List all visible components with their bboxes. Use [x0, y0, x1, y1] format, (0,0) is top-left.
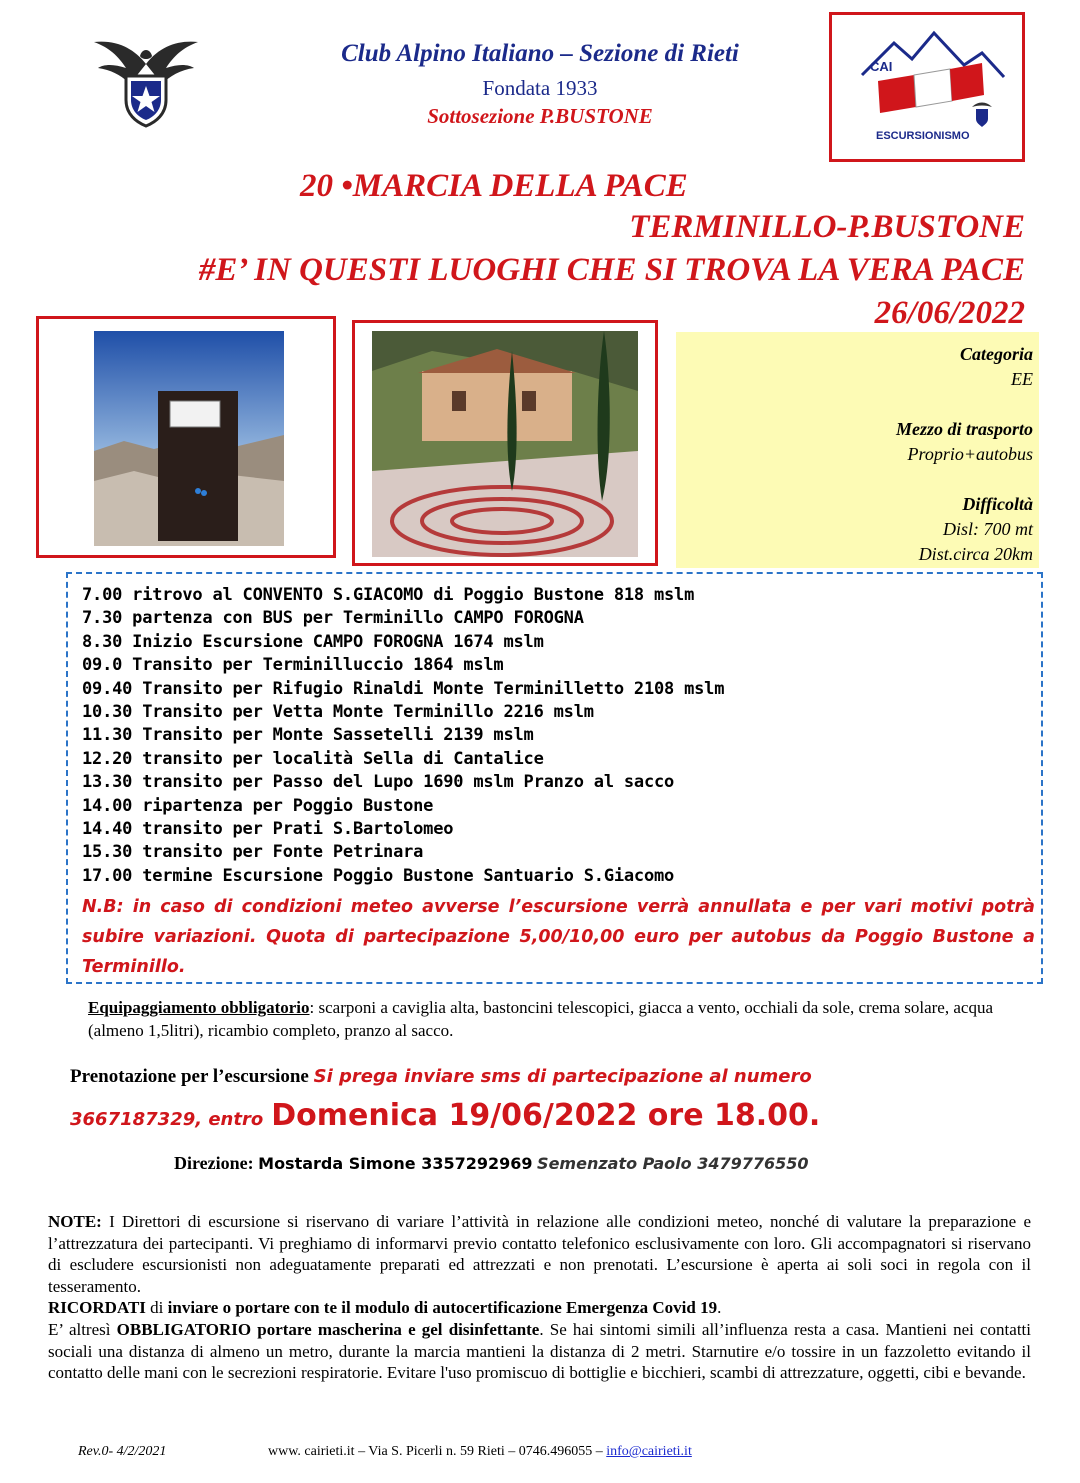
convent-courtyard-photo: [352, 320, 658, 566]
cai-escursionismo-logo: [829, 12, 1025, 162]
category-label: Categoria: [959, 344, 1033, 364]
schedule-item: 14.40 transito per Prati S.Bartolomeo: [82, 819, 454, 840]
leader-1: Mostarda Simone 3357292969: [258, 1154, 533, 1173]
also-bold: OBBLIGATORIO portare mascherina e gel disinfettante: [116, 1319, 540, 1339]
equipment-label: Equipaggiamento obbligatorio: [88, 998, 310, 1017]
safety-rules: [48, 1319, 1031, 1384]
schedule-item: 7.30 partenza con BUS per Terminillo CAMPO FOROGNA: [82, 608, 584, 629]
remember-label: RICORDATI: [48, 1298, 146, 1318]
direction-line: [174, 1153, 809, 1174]
address-text: www. cairieti.it – Via S. Picerli n. 59 Rieti – 0746.496055 –: [268, 1444, 607, 1459]
notes-paragraph: [48, 1211, 1031, 1297]
equipment-text: : scarponi a caviglia alta, bastoncini telescopici, giacca a vento, occhiali da sole, crema solare, acqua (almeno 1,5litri), ricambio completo, pranzo al sacco.: [88, 998, 993, 1040]
covid-reminder: [48, 1297, 1031, 1319]
schedule-item: 15.30 transito per Fonte Petrinara: [82, 842, 424, 863]
event-date: 26/06/2022: [874, 295, 1025, 331]
notes-section: [48, 1211, 1031, 1384]
equipment-section: [88, 996, 1043, 1042]
logo-escursionismo-text: ESCURSIONISMO: [876, 130, 970, 142]
remember-end: .: [717, 1298, 722, 1318]
schedule-item: 12.20 transito per località Sella di Cantalice: [82, 748, 544, 769]
info-panel: [676, 332, 1039, 568]
summit-marker-photo: [36, 316, 336, 558]
logo-cai-text: CAI: [870, 59, 893, 74]
also-start: E’ altresì: [48, 1319, 117, 1339]
schedule-item: 09.40 Transito per Rifugio Rinaldi Monte Terminilletto 2108 mslm: [82, 678, 725, 699]
booking-request: Si prega inviare sms di partecipazione al numero: [313, 1066, 812, 1087]
elevation-gain: Disl: 700 mt: [943, 519, 1033, 539]
schedule-box: [66, 572, 1043, 984]
email-link[interactable]: info@cairieti.it: [606, 1444, 692, 1459]
subsection-name: Sottosezione P.BUSTONE: [427, 104, 653, 128]
category-value: EE: [1011, 369, 1033, 389]
transport-label: Mezzo di trasporto: [895, 419, 1033, 439]
direction-label: Direzione:: [174, 1153, 254, 1173]
revision-label: Rev.0- 4/2/2021: [78, 1444, 167, 1459]
schedule-item: 13.30 transito per Passo del Lupo 1690 mslm Pranzo al sacco: [82, 772, 675, 793]
leader-2: Semenzato Paolo 3479776550: [537, 1154, 809, 1173]
footer-address: [268, 1444, 692, 1460]
schedule-item: 10.30 Transito per Vetta Monte Terminillo 2216 mslm: [82, 702, 594, 723]
booking-deadline-line: [70, 1098, 820, 1133]
booking-phone: 3667187329, entro: [70, 1109, 264, 1130]
distance: Dist.circa 20km: [918, 544, 1033, 564]
founded-year: Fondata 1933: [482, 76, 598, 100]
club-name: Club Alpino Italiano – Sezione di Rieti: [341, 40, 739, 67]
difficulty-label: Difficoltà: [962, 494, 1033, 514]
title-line2: TERMINILLO-P.BUSTONE: [629, 209, 1025, 245]
booking-line: [70, 1066, 812, 1088]
schedule-item: 7.00 ritrovo al CONVENTO S.GIACOMO di Poggio Bustone 818 mslm: [82, 585, 695, 605]
title-line1: 20 •MARCIA DELLA PACE: [300, 168, 688, 204]
schedule-note: N.B: in caso di condizioni meteo avverse l’escursione verrà annullata e per vari motivi potrà subire variazioni. Quota di partecipazione 5,00/10,00 euro per autobus da Poggio Bustone a Terminillo.: [82, 897, 1035, 978]
schedule-item: 11.30 Transito per Monte Sassetelli 2139 mslm: [82, 725, 534, 746]
booking-label: Prenotazione per l’escursione: [70, 1066, 309, 1087]
also-end: . Se hai sintomi simili all’influenza resta a casa. Mantieni nei contatti sociali una distanza di almeno un metro, durante la marcia mantieni la distanza di 2 metri. Starnutire e/o tossire in un fazzoletto evitando il contatto delle mani con le secrezioni respiratorie. Evitare l'uso promiscuo di bottiglie e bicchieri, scambi di attrezzature, oggetti, cibi e bevande.: [48, 1319, 1031, 1383]
transport-value: Proprio+autobus: [907, 444, 1033, 464]
title-line3: #E’ IN QUESTI LUOGHI CHE SI TROVA LA VERA PACE: [198, 252, 1025, 288]
schedule-item: 14.00 ripartenza per Poggio Bustone: [82, 795, 434, 816]
notes-text: I Direttori di escursione si riservano di variare l’attività in relazione alle condizioni meteo, nonché di valutare la preparazione e l’attrezzatura dei partecipanti. Vi preghiamo di informarvi previo contatto telefonico esclusivamente con loro. Gli accompagnatori si riservano di escludere escursionisti non adeguatamente preparati ed attrezzati e non prenotati. L’escursione è aperta ai soli soci in regola con il tesseramento.: [48, 1212, 1031, 1296]
notes-label: NOTE:: [48, 1212, 102, 1231]
schedule-item: 09.0 Transito per Terminilluccio 1864 mslm: [82, 655, 504, 676]
booking-deadline: Domenica 19/06/2022 ore 18.00.: [271, 1098, 821, 1133]
schedule-item: 17.00 termine Escursione Poggio Bustone Santuario S.Giacomo: [82, 865, 675, 886]
cai-eagle-emblem-icon: [92, 34, 200, 130]
remember-bold: inviare o portare con te il modulo di autocertificazione Emergenza Covid 19: [167, 1298, 718, 1318]
schedule-item: 8.30 Inizio Escursione CAMPO FOROGNA 1674 mslm: [82, 631, 544, 652]
remember-mid: di: [145, 1298, 168, 1318]
